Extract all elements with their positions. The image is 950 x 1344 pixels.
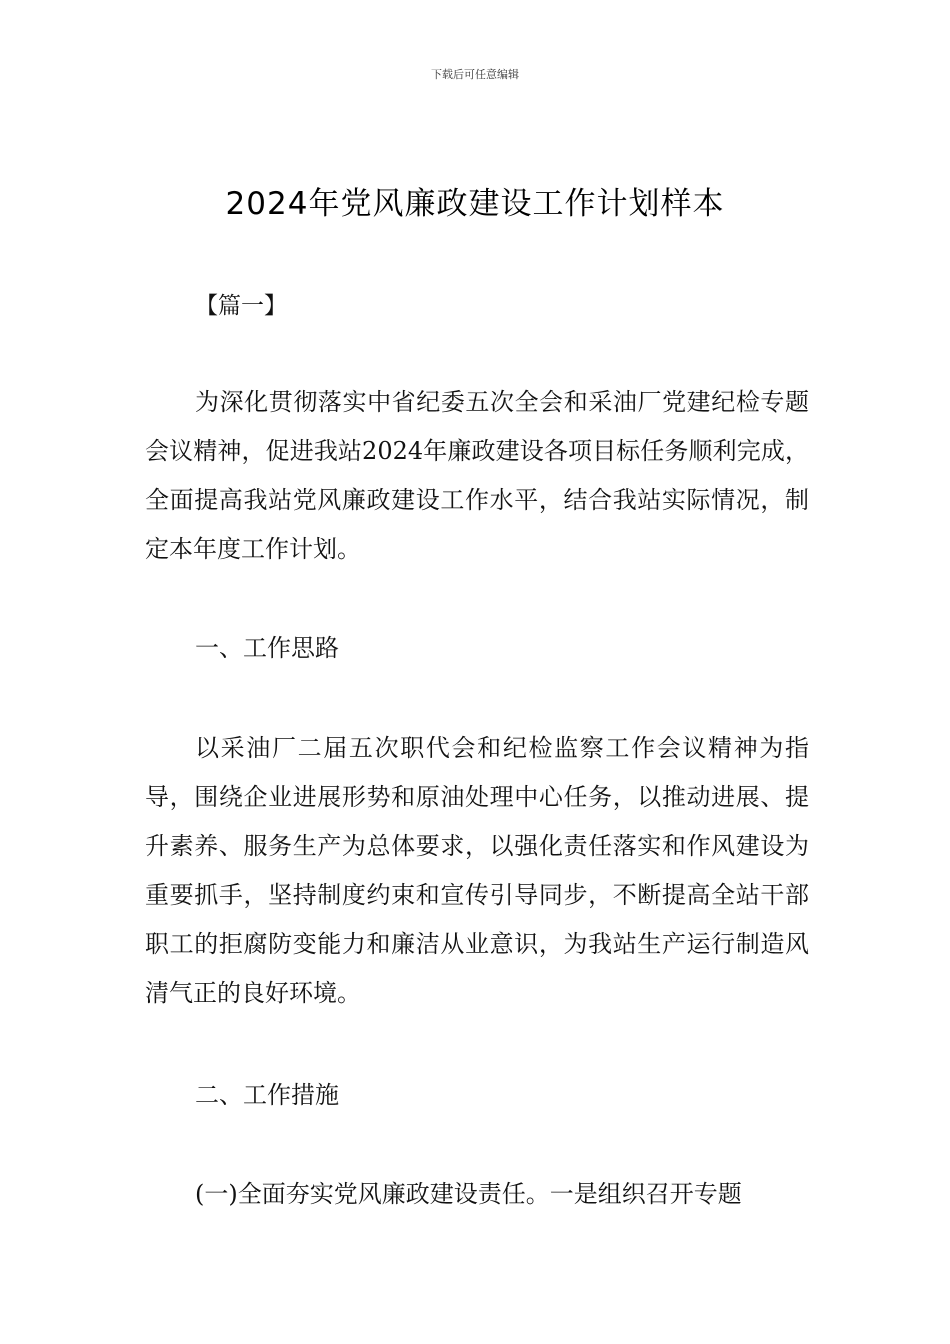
heading-work-approach: 一、工作思路 <box>195 634 339 662</box>
paragraph-intro: 为深化贯彻落实中省纪委五次全会和采油厂党建纪检专题会议精神，促进我站2024年廉政建设各项目标任务顺利完成，全面提高我站党风廉政建设工作水平，结合我站实际情况，制定本年度工作计划。 <box>145 388 809 563</box>
heading-work-measures: 二、工作措施 <box>195 1081 339 1109</box>
page-header-note: 下载后可任意编辑 <box>431 68 519 81</box>
paragraph-work-approach: 以采油厂二届五次职代会和纪检监察工作会议精神为指导，围绕企业进展形势和原油处理中心任务，以推动进展、提升素养、服务生产为总体要求，以强化责任落实和作风建设为重要抓手，坚持制度约束和宣传引导同步，不断提高全站干部职工的拒腐防变能力和廉洁从业意识，为我站生产运行制造风清气正的良好环境。 <box>145 734 809 1007</box>
paragraph-work-measures: (一)全面夯实党风廉政建设责任。一是组织召开专题 <box>195 1180 742 1208</box>
document-title: 2024年党风廉政建设工作计划样本 <box>225 186 725 222</box>
section-tag: 【篇一】 <box>195 293 287 319</box>
